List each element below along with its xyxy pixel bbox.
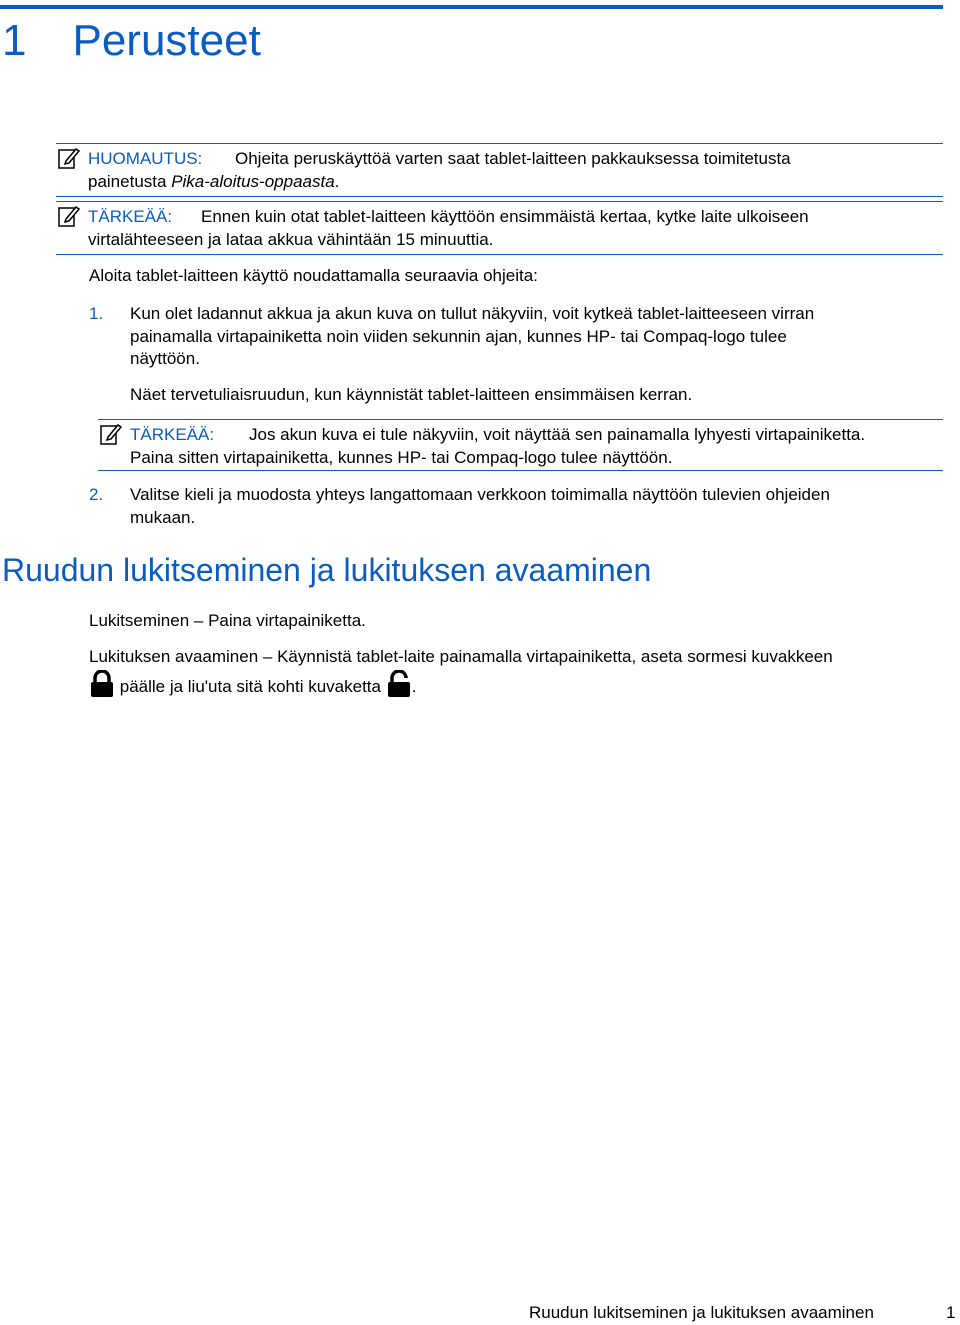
chapter-title (2, 16, 261, 66)
step-followup: Näet tervetuliaisruudun, kun käynnistät tablet-laitteen ensimmäisen kerran. (130, 385, 693, 404)
pencil-note-icon (58, 205, 80, 227)
lock-text: – Paina virtapainiketta. (189, 611, 366, 630)
step-text: Valitse kieli ja muodosta yhteys langattomaan verkkoon toimimalla näyttöön tulevien ohjeiden (130, 485, 830, 504)
lock-closed-icon (89, 670, 115, 698)
note-label: HUOMAUTUS: (88, 149, 203, 168)
section-title: Ruudun lukitseminen ja lukituksen avaaminen (2, 552, 652, 588)
note-huomautus (56, 143, 943, 197)
lock-definition (89, 609, 366, 632)
step-text: Kun olet ladannut akkua ja akun kuva on tullut näkyviin, voit kytkeä tablet-laitteeseen virran (130, 304, 815, 323)
note-text: virtalähteeseen ja lataa akkua vähintään 15 minuuttia. (88, 230, 494, 249)
unlock-text: päälle ja liu'uta sitä kohti kuvaketta (119, 677, 381, 696)
unlock-term: Lukituksen avaaminen (89, 647, 259, 666)
note-text: Ennen kuin otat tablet-laitteen käyttöön ensimmäistä kertaa, kytke laite ulkoiseen (201, 207, 809, 226)
footer-page-number: 1 (946, 1303, 956, 1322)
top-rule (0, 5, 943, 9)
note-label: TÄRKEÄÄ: (130, 425, 215, 444)
intro-text: Aloita tablet-laitteen käyttö noudattamalla seuraavia ohjeita: (89, 266, 538, 285)
chapter-number: 1 (2, 16, 27, 65)
note-text: Ohjeita peruskäyttöä varten saat tablet-laitteen pakkauksessa toimitetusta (235, 149, 791, 168)
unlock-text: – Käynnistä tablet-laite painamalla virtapainiketta, aseta sormesi kuvakkeen (258, 647, 833, 666)
unlock-line-2 (89, 670, 416, 701)
guide-title: Pika-aloitus-oppaasta (171, 172, 335, 191)
note-text: painetusta (88, 172, 172, 191)
step-text: näyttöön. (130, 349, 200, 368)
step-number: 2. (89, 485, 104, 504)
note-tarkeaa-2 (98, 419, 943, 471)
unlock-definition (89, 645, 833, 668)
chapter-title-text: Perusteet (72, 16, 261, 65)
note-label: TÄRKEÄÄ: (88, 207, 173, 226)
note-text: Jos akun kuva ei tule näkyviin, voit näyttää sen painamalla lyhyesti virtapainiketta. (249, 425, 866, 444)
lock-term: Lukitseminen (89, 611, 190, 630)
note-tarkeaa (56, 201, 943, 255)
note-text: . (334, 172, 340, 191)
step-text: mukaan. (130, 508, 196, 527)
pencil-note-icon (58, 147, 80, 169)
pencil-note-icon (100, 423, 122, 445)
note-text: Paina sitten virtapainiketta, kunnes HP- tai Compaq-logo tulee näyttöön. (130, 448, 673, 467)
unlock-text: . (411, 677, 417, 696)
step-number: 1. (89, 304, 104, 323)
footer-section: Ruudun lukitseminen ja lukituksen avaaminen (529, 1303, 874, 1322)
lock-open-icon (386, 670, 412, 698)
step-text: painamalla virtapainiketta noin viiden sekunnin ajan, kunnes HP- tai Compaq-logo tulee (130, 327, 787, 346)
